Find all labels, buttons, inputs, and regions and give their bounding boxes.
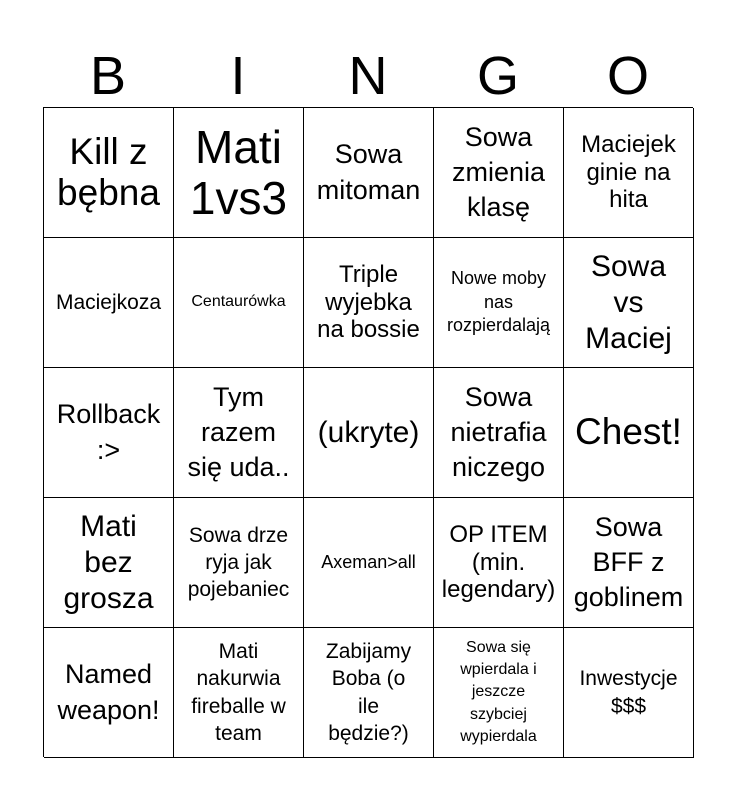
bingo-cell[interactable]: Rollback :> <box>44 368 174 498</box>
bingo-cell[interactable]: Zabijamy Boba (o ile będzie?) <box>304 628 434 758</box>
header-letter-n: N <box>348 46 388 106</box>
bingo-cell-free[interactable]: (ukryte) <box>304 368 434 498</box>
bingo-cell[interactable]: Maciejek ginie na hita <box>564 108 694 238</box>
header-letter-b: B <box>89 46 127 106</box>
header-letter-o: O <box>606 46 649 106</box>
bingo-cell[interactable]: Tym razem się uda.. <box>174 368 304 498</box>
bingo-cell[interactable]: Triple wyjebka na bossie <box>304 238 434 368</box>
bingo-cell[interactable]: Mati bez grosza <box>44 498 174 628</box>
bingo-cell[interactable]: Sowa się wpierdala i jeszcze szybciej wypierdala <box>434 628 564 758</box>
bingo-cell[interactable]: Mati 1vs3 <box>174 108 304 238</box>
bingo-cell[interactable]: Sowa vs Maciej <box>564 238 694 368</box>
bingo-cell[interactable]: Nowe moby nas rozpierdalają <box>434 238 564 368</box>
bingo-cell[interactable]: Inwestycje $$$ <box>564 628 694 758</box>
header-letter-i: I <box>230 46 246 106</box>
bingo-cell[interactable]: Kill z bębna <box>44 108 174 238</box>
bingo-cell[interactable]: OP ITEM (min. legendary) <box>434 498 564 628</box>
header-letter-g: G <box>476 46 519 106</box>
bingo-header <box>43 44 693 108</box>
bingo-cell[interactable]: Mati nakurwia fireballe w team <box>174 628 304 758</box>
bingo-cell[interactable]: Axeman>all <box>304 498 434 628</box>
bingo-cell[interactable]: Chest! <box>564 368 694 498</box>
bingo-cell[interactable]: Sowa BFF z goblinem <box>564 498 694 628</box>
bingo-board <box>43 107 693 757</box>
bingo-cell[interactable]: Named weapon! <box>44 628 174 758</box>
bingo-cell[interactable]: Sowa nietrafia niczego <box>434 368 564 498</box>
bingo-cell[interactable]: Maciejkoza <box>44 238 174 368</box>
bingo-cell[interactable]: Sowa drze ryja jak pojebaniec <box>174 498 304 628</box>
bingo-cell[interactable]: Sowa zmienia klasę <box>434 108 564 238</box>
bingo-cell[interactable]: Sowa mitoman <box>304 108 434 238</box>
bingo-cell[interactable]: Centaurówka <box>174 238 304 368</box>
